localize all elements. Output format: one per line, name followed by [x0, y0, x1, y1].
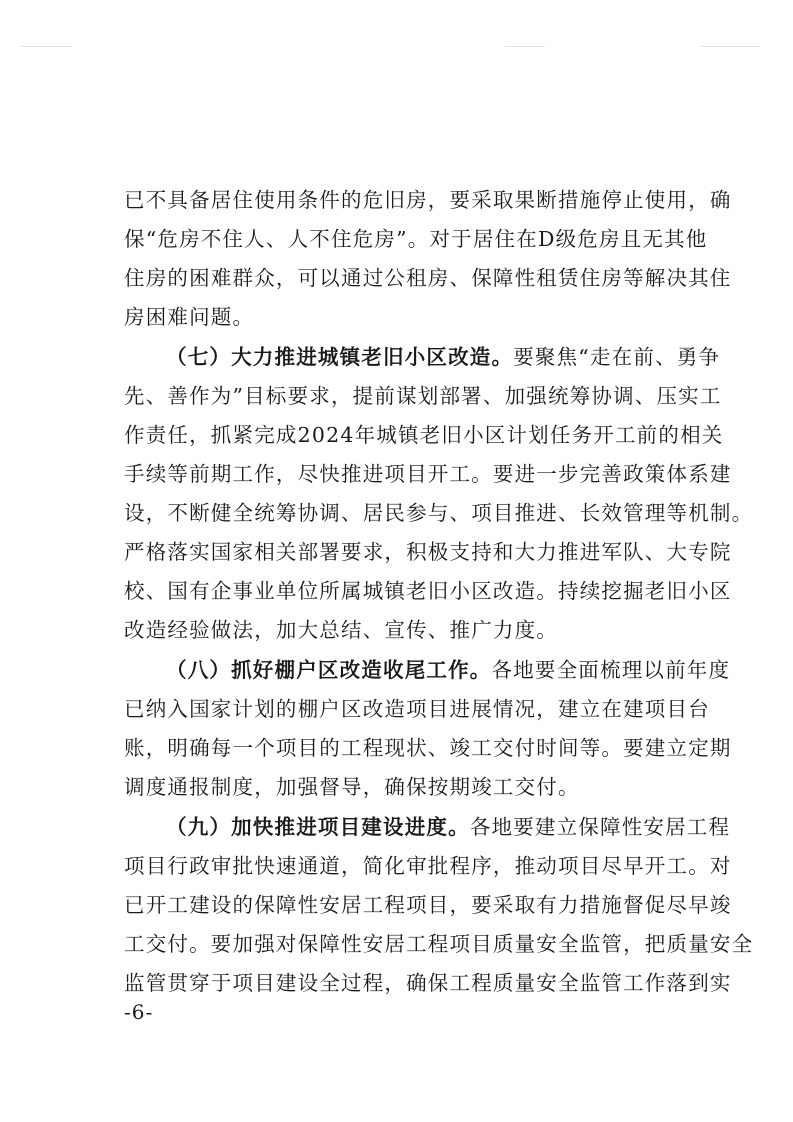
- section-9-heading: （九）加快推进项目建设进度。: [166, 815, 470, 839]
- section-7-heading: （七）大力推进城镇老旧小区改造。: [166, 345, 514, 369]
- section-9-first-line-text: 各地要建立保障性安居工程: [469, 815, 731, 839]
- paragraph-line: 手续等前期工作，尽快推进项目开工。要进一步完善政策体系建: [124, 462, 732, 486]
- paragraph-line: 作责任，抓紧完成2024年城镇老旧小区计划任务开工前的相关: [124, 423, 724, 447]
- scan-edge-mark: [20, 46, 72, 47]
- section-8-first-line-text: 各地要全面梳理以前年度: [491, 658, 731, 682]
- scan-edge-mark: [505, 46, 545, 47]
- paragraph-line: 住房的困难群众，可以通过公租房、保障性租赁住房等解决其住: [124, 266, 732, 290]
- section-7-first-line-text: 要聚焦“走在前、勇争: [513, 345, 721, 369]
- paragraph-line: 改造经验做法，加大总结、宣传、推广力度。: [124, 618, 558, 642]
- paragraph-line: 账，明确每一个项目的工程现状、竣工交付时间等。要建立定期: [124, 736, 732, 760]
- paragraph-line: 项目行政审批快速通道，简化审批程序，推动项目尽早开工。对: [124, 854, 732, 878]
- paragraph-line: 已纳入国家计划的棚户区改造项目进展情况，建立在建项目台: [124, 697, 710, 721]
- paragraph-line: 调度通报制度，加强督导，确保按期竣工交付。: [124, 775, 580, 799]
- paragraph-line: 先、善作为”目标要求，提前谋划部署、加强统筹协调、压实工: [124, 384, 722, 408]
- paragraph-line: 严格落实国家相关部署要求，积极支持和大力推进军队、大专院: [124, 540, 732, 564]
- paragraph-line: 已不具备居住使用条件的危旧房，要采取果断措施停止使用，确: [124, 188, 732, 212]
- paragraph-line: 房困难问题。: [124, 305, 255, 329]
- paragraph-line: 工交付。要加强对保障性安居工程项目质量安全监管，把质量安全: [124, 932, 754, 956]
- paragraph-line: 设，不断健全统筹协调、居民参与、项目推进、长效管理等机制。: [124, 501, 754, 525]
- scan-edge-mark: [700, 46, 760, 47]
- paragraph-line: 保“危房不住人、人不住危房”。对于居住在D级危房且无其他: [124, 227, 708, 251]
- section-9-first-line: [166, 808, 731, 846]
- section-7-first-line: [166, 338, 721, 376]
- section-8-first-line: [166, 651, 731, 689]
- paragraph-line: 校、国有企事业单位所属城镇老旧小区改造。持续挖掘老旧小区: [124, 579, 732, 603]
- paragraph-line: 监管贯穿于项目建设全过程，确保工程质量安全监管工作落到实: [124, 971, 732, 995]
- page-number: -6-: [124, 1000, 154, 1024]
- section-8-heading: （八）抓好棚户区改造收尾工作。: [166, 658, 492, 682]
- paragraph-line: 已开工建设的保障性安居工程项目，要采取有力措施督促尽早竣: [124, 893, 732, 917]
